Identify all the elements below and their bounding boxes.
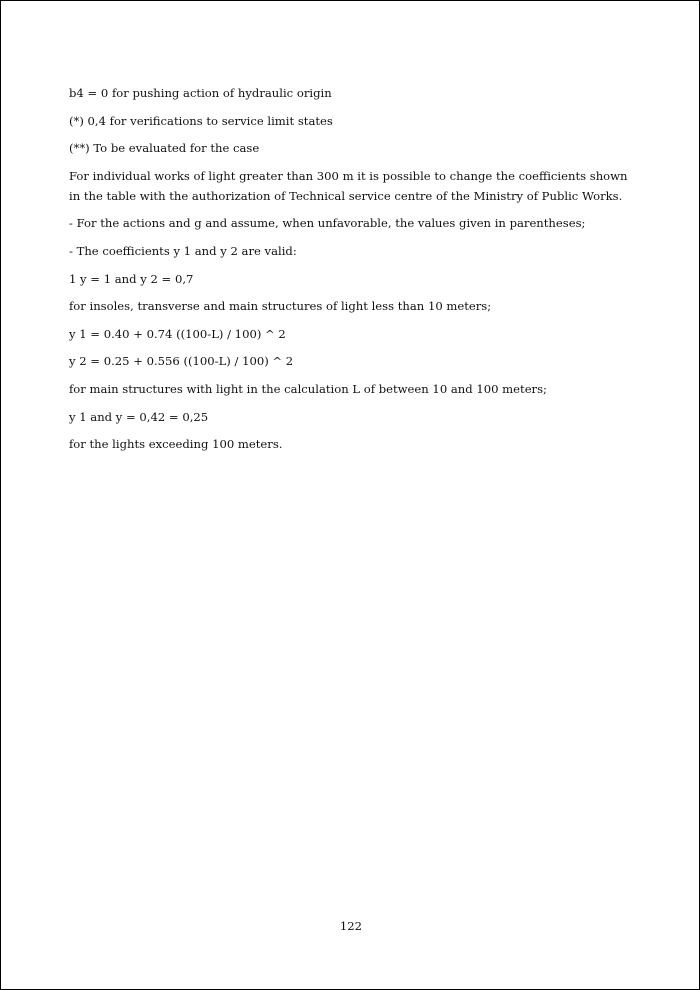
paragraph-medium-span-condition: for main structures with light in the calculation L of between 10 and 100 meters;	[69, 381, 547, 396]
paragraph-b4: b4 = 0 for pushing action of hydraulic origin	[69, 86, 332, 100]
paragraph-short-span-condition: for insoles, transverse and main structures of light less than 10 meters;	[69, 299, 492, 314]
paragraph-note-double-asterisk: (**) To be evaluated for the case	[69, 141, 260, 156]
paragraph-note-single-asterisk: (*) 0,4 for verifications to service limit states	[69, 113, 333, 128]
formula-y1-y2-short-span: 1 y = 1 and y 2 = 0,7	[69, 271, 194, 286]
page-number: 122	[339, 919, 363, 933]
paragraph-coefficients-valid: - The coefficients y 1 and y 2 are valid:	[69, 243, 297, 258]
page-body	[69, 83, 639, 462]
formula-y2: y 2 = 0.25 + 0.556 ((100-L) / 100) ^ 2	[69, 354, 294, 369]
formula-long-span: y 1 and y = 0,42 = 0,25	[69, 409, 209, 424]
paragraph-long-span-condition: for the lights exceeding 100 meters.	[69, 437, 283, 452]
paragraph-actions: - For the actions and g and assume, when unfavorable, the values given in parentheses;	[69, 216, 586, 231]
formula-y1: y 1 = 0.40 + 0.74 ((100-L) / 100) ^ 2	[69, 326, 286, 341]
paragraph-individual-works: For individual works of light greater than 300 m it is possible to change the coefficients shown in the table with the authorization of Technical service centre of the Ministry of Public Works.	[69, 168, 628, 203]
